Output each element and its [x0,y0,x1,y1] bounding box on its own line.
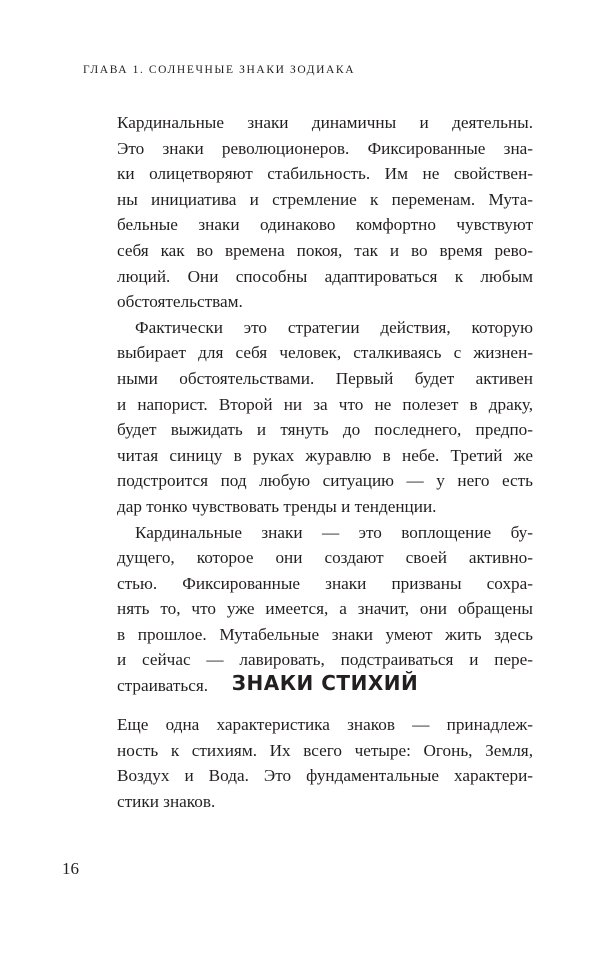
text-line: Кардинальные знаки динамичны и деятельны. [117,113,533,132]
text-line: ки олицетворяют стабильность. Им не свойствен- [117,164,533,184]
text-line: и сейчас — лавировать, подстраиваться и пере- [117,650,533,670]
text-line: стики знаков. [117,791,216,811]
body-text-bottom [117,712,533,814]
text-line: Фактически это стратегии действия, которую [135,317,533,337]
text-line: стью. Фиксированные знаки призваны сохра- [117,573,533,593]
text-line: ны инициатива и стремление к переменам. Мута- [117,189,533,209]
text-line: в прошлое. Мутабельные знаки умеют жить здесь [117,624,533,644]
text-line: читая синицу в руках журавлю в небе. Третий же [117,445,533,465]
text-line: Это знаки революционеров. Фиксированные зна- [117,138,533,158]
text-line: нять то, что уже имеется, а значит, они обращены [117,599,533,619]
running-head: ГЛАВА 1. СОЛНЕЧНЫЕ ЗНАКИ ЗОДИАКА [83,64,356,76]
text-line: дущего, которое они создают своей активно- [117,548,533,568]
text-line: Еще одна характеристика знаков — принадлеж- [117,715,533,734]
text-line: обстоятельствам. [117,292,243,312]
text-line: бельные знаки одинаково комфортно чувствуют [117,215,533,235]
text-line: выбирает для себя человек, сталкиваясь с жизнен- [117,343,533,363]
paragraph-1 [117,110,533,315]
text-line: дар тонко чувствовать тренды и тенденции. [117,496,437,516]
text-line: люций. Они способны адаптироваться к любым [117,266,533,286]
text-line: подстроится под любую ситуацию — у него есть [117,471,533,491]
text-line: Кардинальные знаки — это воплощение бу- [135,522,533,542]
page-number: 16 [62,859,79,878]
text-line: ность к стихиям. Их всего четыре: Огонь, Земля, [117,740,533,760]
text-line: ными обстоятельствами. Первый будет активен [117,368,533,388]
paragraph-4 [117,712,533,814]
paragraph-2 [117,315,533,520]
text-line: страиваться. [117,676,209,696]
text-line: Воздух и Вода. Это фундаментальные характери- [117,766,533,786]
text-line: и напорист. Второй ни за что не полезет в драку, [117,394,533,414]
text-line: себя как во времена покоя, так и во время рево- [117,240,533,260]
text-line: будет выжидать и тянуть до последнего, предпо- [117,420,533,440]
section-heading: ЗНАКИ СТИХИЙ [231,671,419,695]
body-text-top [117,110,533,699]
